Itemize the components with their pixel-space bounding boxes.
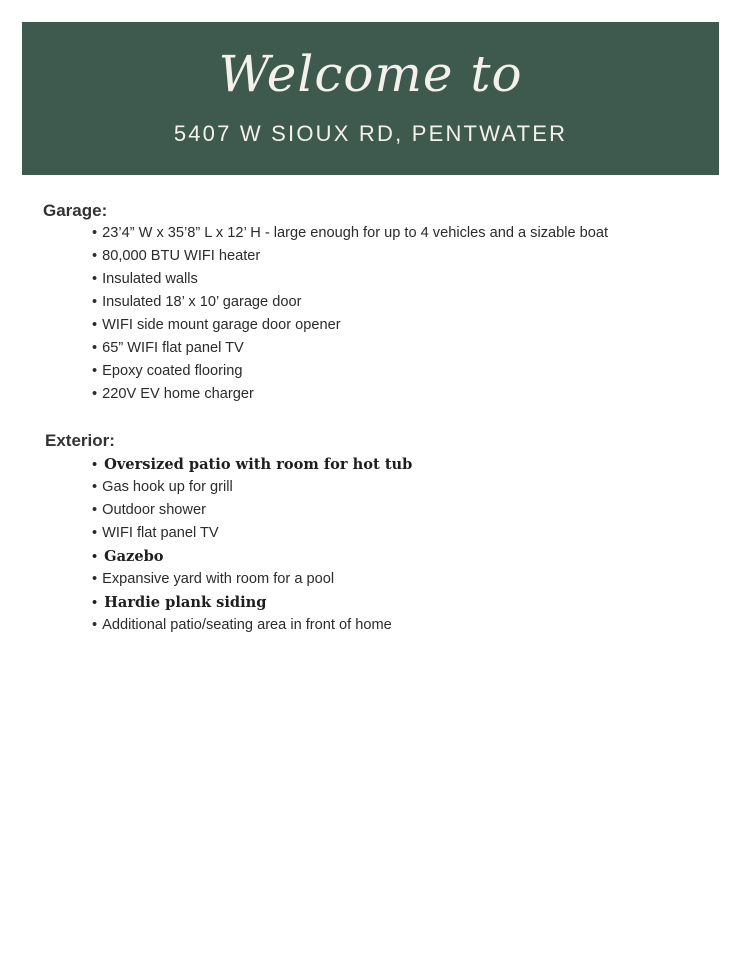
bullet-icon: •: [92, 248, 98, 264]
list-item: • Additional patio/seating area in front of home: [92, 617, 392, 633]
list-item: • Gas hook up for grill: [92, 479, 233, 495]
exterior-feature-list: [92, 453, 412, 637]
list-item: • 65” WIFI flat panel TV: [92, 340, 244, 356]
list-item: • Epoxy coated flooring: [92, 363, 243, 379]
list-item: • Gazebo: [92, 548, 164, 565]
list-item: • Insulated walls: [92, 271, 198, 287]
list-item: • Insulated 18’ x 10’ garage door: [92, 294, 302, 310]
bullet-icon: •: [92, 271, 98, 287]
bullet-icon: •: [92, 617, 98, 633]
list-item: • 220V EV home charger: [92, 386, 254, 402]
bullet-icon: •: [92, 386, 98, 402]
garage-feature-list: [92, 222, 608, 406]
header-banner: [22, 22, 719, 175]
bullet-icon: •: [92, 225, 98, 241]
list-item: • WIFI flat panel TV: [92, 525, 219, 541]
bullet-icon: •: [92, 549, 98, 565]
bullet-icon: •: [92, 340, 98, 356]
bullet-icon: •: [92, 317, 98, 333]
bullet-icon: •: [92, 525, 98, 541]
property-address: 5407 W SIOUX RD, PENTWATER: [173, 121, 568, 146]
bullet-icon: •: [92, 363, 98, 379]
exterior-section-title: Exterior:: [45, 431, 115, 450]
list-item: • 23’4” W x 35’8” L x 12’ H - large enough for up to 4 vehicles and a sizable boat: [92, 225, 609, 241]
bullet-icon: •: [92, 479, 98, 495]
bullet-icon: •: [92, 571, 98, 587]
garage-section-title: Garage:: [43, 201, 108, 220]
bullet-icon: •: [92, 502, 98, 518]
welcome-script-title: Welcome to: [218, 45, 523, 103]
list-item: • 80,000 BTU WIFI heater: [92, 248, 261, 264]
list-item: • Outdoor shower: [92, 502, 206, 518]
list-item: • Hardie plank siding: [92, 594, 267, 611]
bullet-icon: •: [92, 595, 98, 611]
bullet-icon: •: [92, 294, 98, 310]
list-item: • Oversized patio with room for hot tub: [92, 456, 413, 473]
bullet-icon: •: [92, 457, 98, 473]
list-item: • WIFI side mount garage door opener: [92, 317, 341, 333]
list-item: • Expansive yard with room for a pool: [92, 571, 335, 587]
